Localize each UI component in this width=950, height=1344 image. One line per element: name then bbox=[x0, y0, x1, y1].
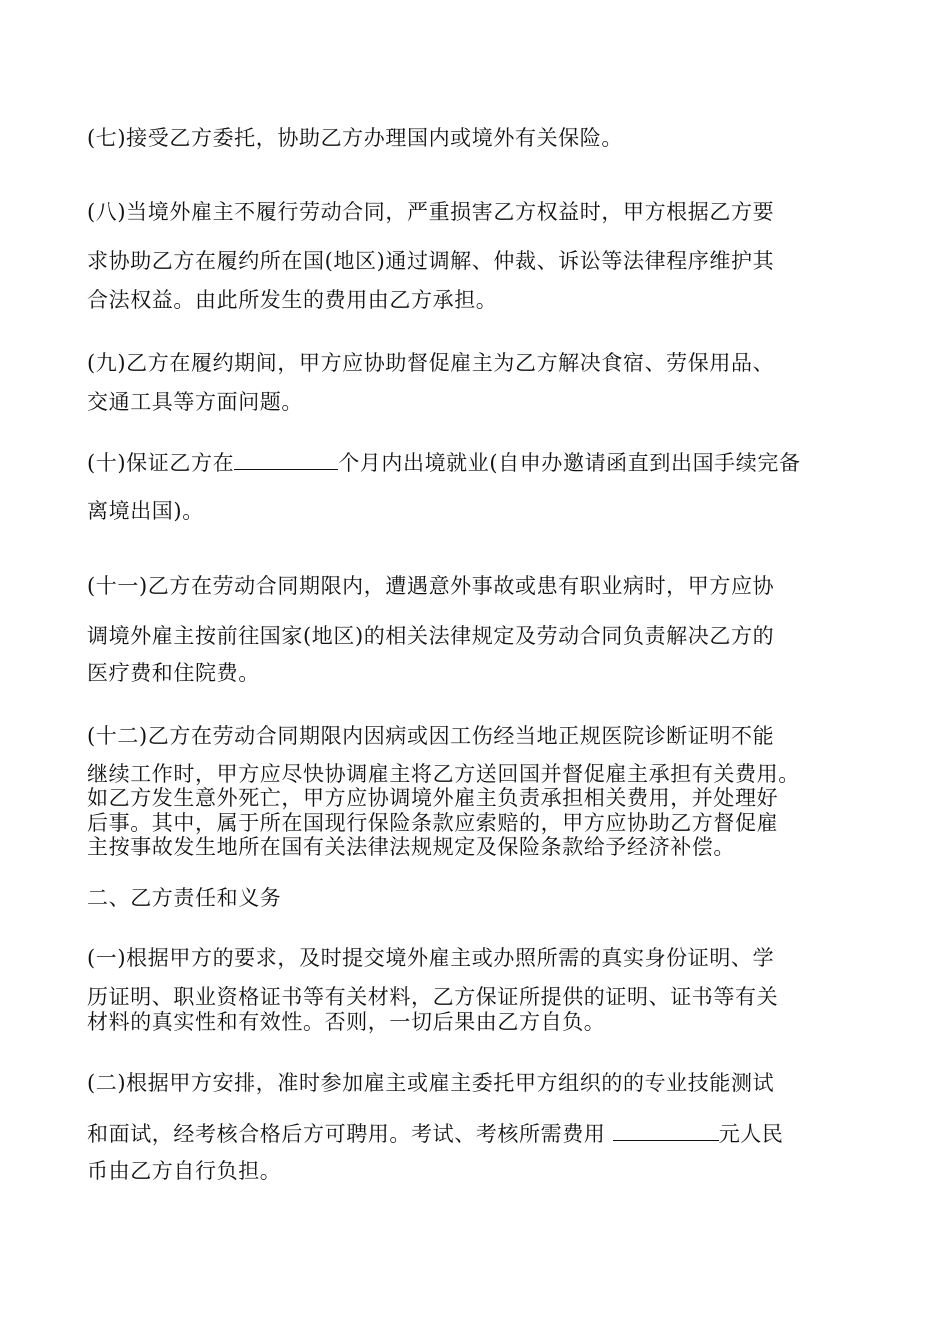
clause-12-line-1: (十二)乙方在劳动合同期限内因病或因工伤经当地正规医院诊断证明不能 bbox=[87, 724, 775, 748]
duty-1-line-2: 历证明、职业资格证书等有关材料，乙方保证所提供的证明、证书等有关 bbox=[87, 985, 779, 1009]
exam-fee-text-before: 和面试，经考核合格后方可聘用。考试、考核所需费用 bbox=[87, 1122, 613, 1146]
clause-8-line-2: 求协助乙方在履约所在国(地区)通过调解、仲裁、诉讼等法律程序维护其 bbox=[87, 249, 775, 273]
exam-fee-text-after: 元人民 bbox=[718, 1122, 784, 1146]
section-heading: 二、乙方责任和义务 bbox=[87, 886, 282, 910]
clause-12-line-5: 主按事故发生地所在国有关法律法规规定及保险条款给予经济补偿。 bbox=[87, 835, 735, 859]
duty-2-line-1: (二)根据甲方安排，准时参加雇主或雇主委托甲方组织的的专业技能测试 bbox=[87, 1071, 775, 1095]
clause-11-line-1: (十一)乙方在劳动合同期限内，遭遇意外事故或患有职业病时，甲方应协 bbox=[87, 574, 775, 598]
duty-1-line-3: 材料的真实性和有效性。否则，一切后果由乙方自负。 bbox=[87, 1010, 606, 1034]
months-blank-field bbox=[234, 449, 338, 470]
clause-7-line-1: (七)接受乙方委托，协助乙方办理国内或境外有关保险。 bbox=[87, 126, 623, 150]
clause-11-line-2: 调境外雇主按前往国家(地区)的相关法律规定及劳动合同负责解决乙方的 bbox=[87, 624, 775, 648]
clause-10-text-before: (十)保证乙方在 bbox=[87, 451, 235, 475]
clause-8-line-1: (八)当境外雇主不履行劳动合同，严重损害乙方权益时，甲方根据乙方要 bbox=[87, 200, 775, 224]
clause-8-line-3: 合法权益。由此所发生的费用由乙方承担。 bbox=[87, 288, 498, 312]
clause-12-line-3: 如乙方发生意外死亡，甲方应协调境外雇主负责承担相关费用，并处理好 bbox=[87, 786, 779, 810]
clause-12-line-4: 后事。其中，属于所在国现行保险条款应索赔的，甲方应协助乙方督促雇 bbox=[87, 811, 779, 835]
clause-10-text-after: 个月内出境就业(自申办邀请函直到出国手续完备 bbox=[338, 451, 801, 475]
duty-2-line-3: 币由乙方自行负担。 bbox=[87, 1159, 282, 1183]
clause-12-line-2: 继续工作时，甲方应尽快协调雇主将乙方送回国并督促雇主承担有关费用。 bbox=[87, 762, 800, 786]
clause-10-line-1 bbox=[87, 449, 877, 476]
clause-9-line-2: 交通工具等方面问题。 bbox=[87, 390, 303, 414]
clause-9-line-1: (九)乙方在履约期间，甲方应协助督促雇主为乙方解决食宿、劳保用品、 bbox=[87, 351, 775, 375]
clause-10-line-2: 离境出国)。 bbox=[87, 499, 204, 523]
clause-11-line-3: 医疗费和住院费。 bbox=[87, 661, 260, 685]
duty-1-line-1: (一)根据甲方的要求，及时提交境外雇主或办照所需的真实身份证明、学 bbox=[87, 946, 775, 970]
fee-blank-field bbox=[613, 1120, 719, 1141]
duty-2-line-2 bbox=[87, 1120, 877, 1147]
